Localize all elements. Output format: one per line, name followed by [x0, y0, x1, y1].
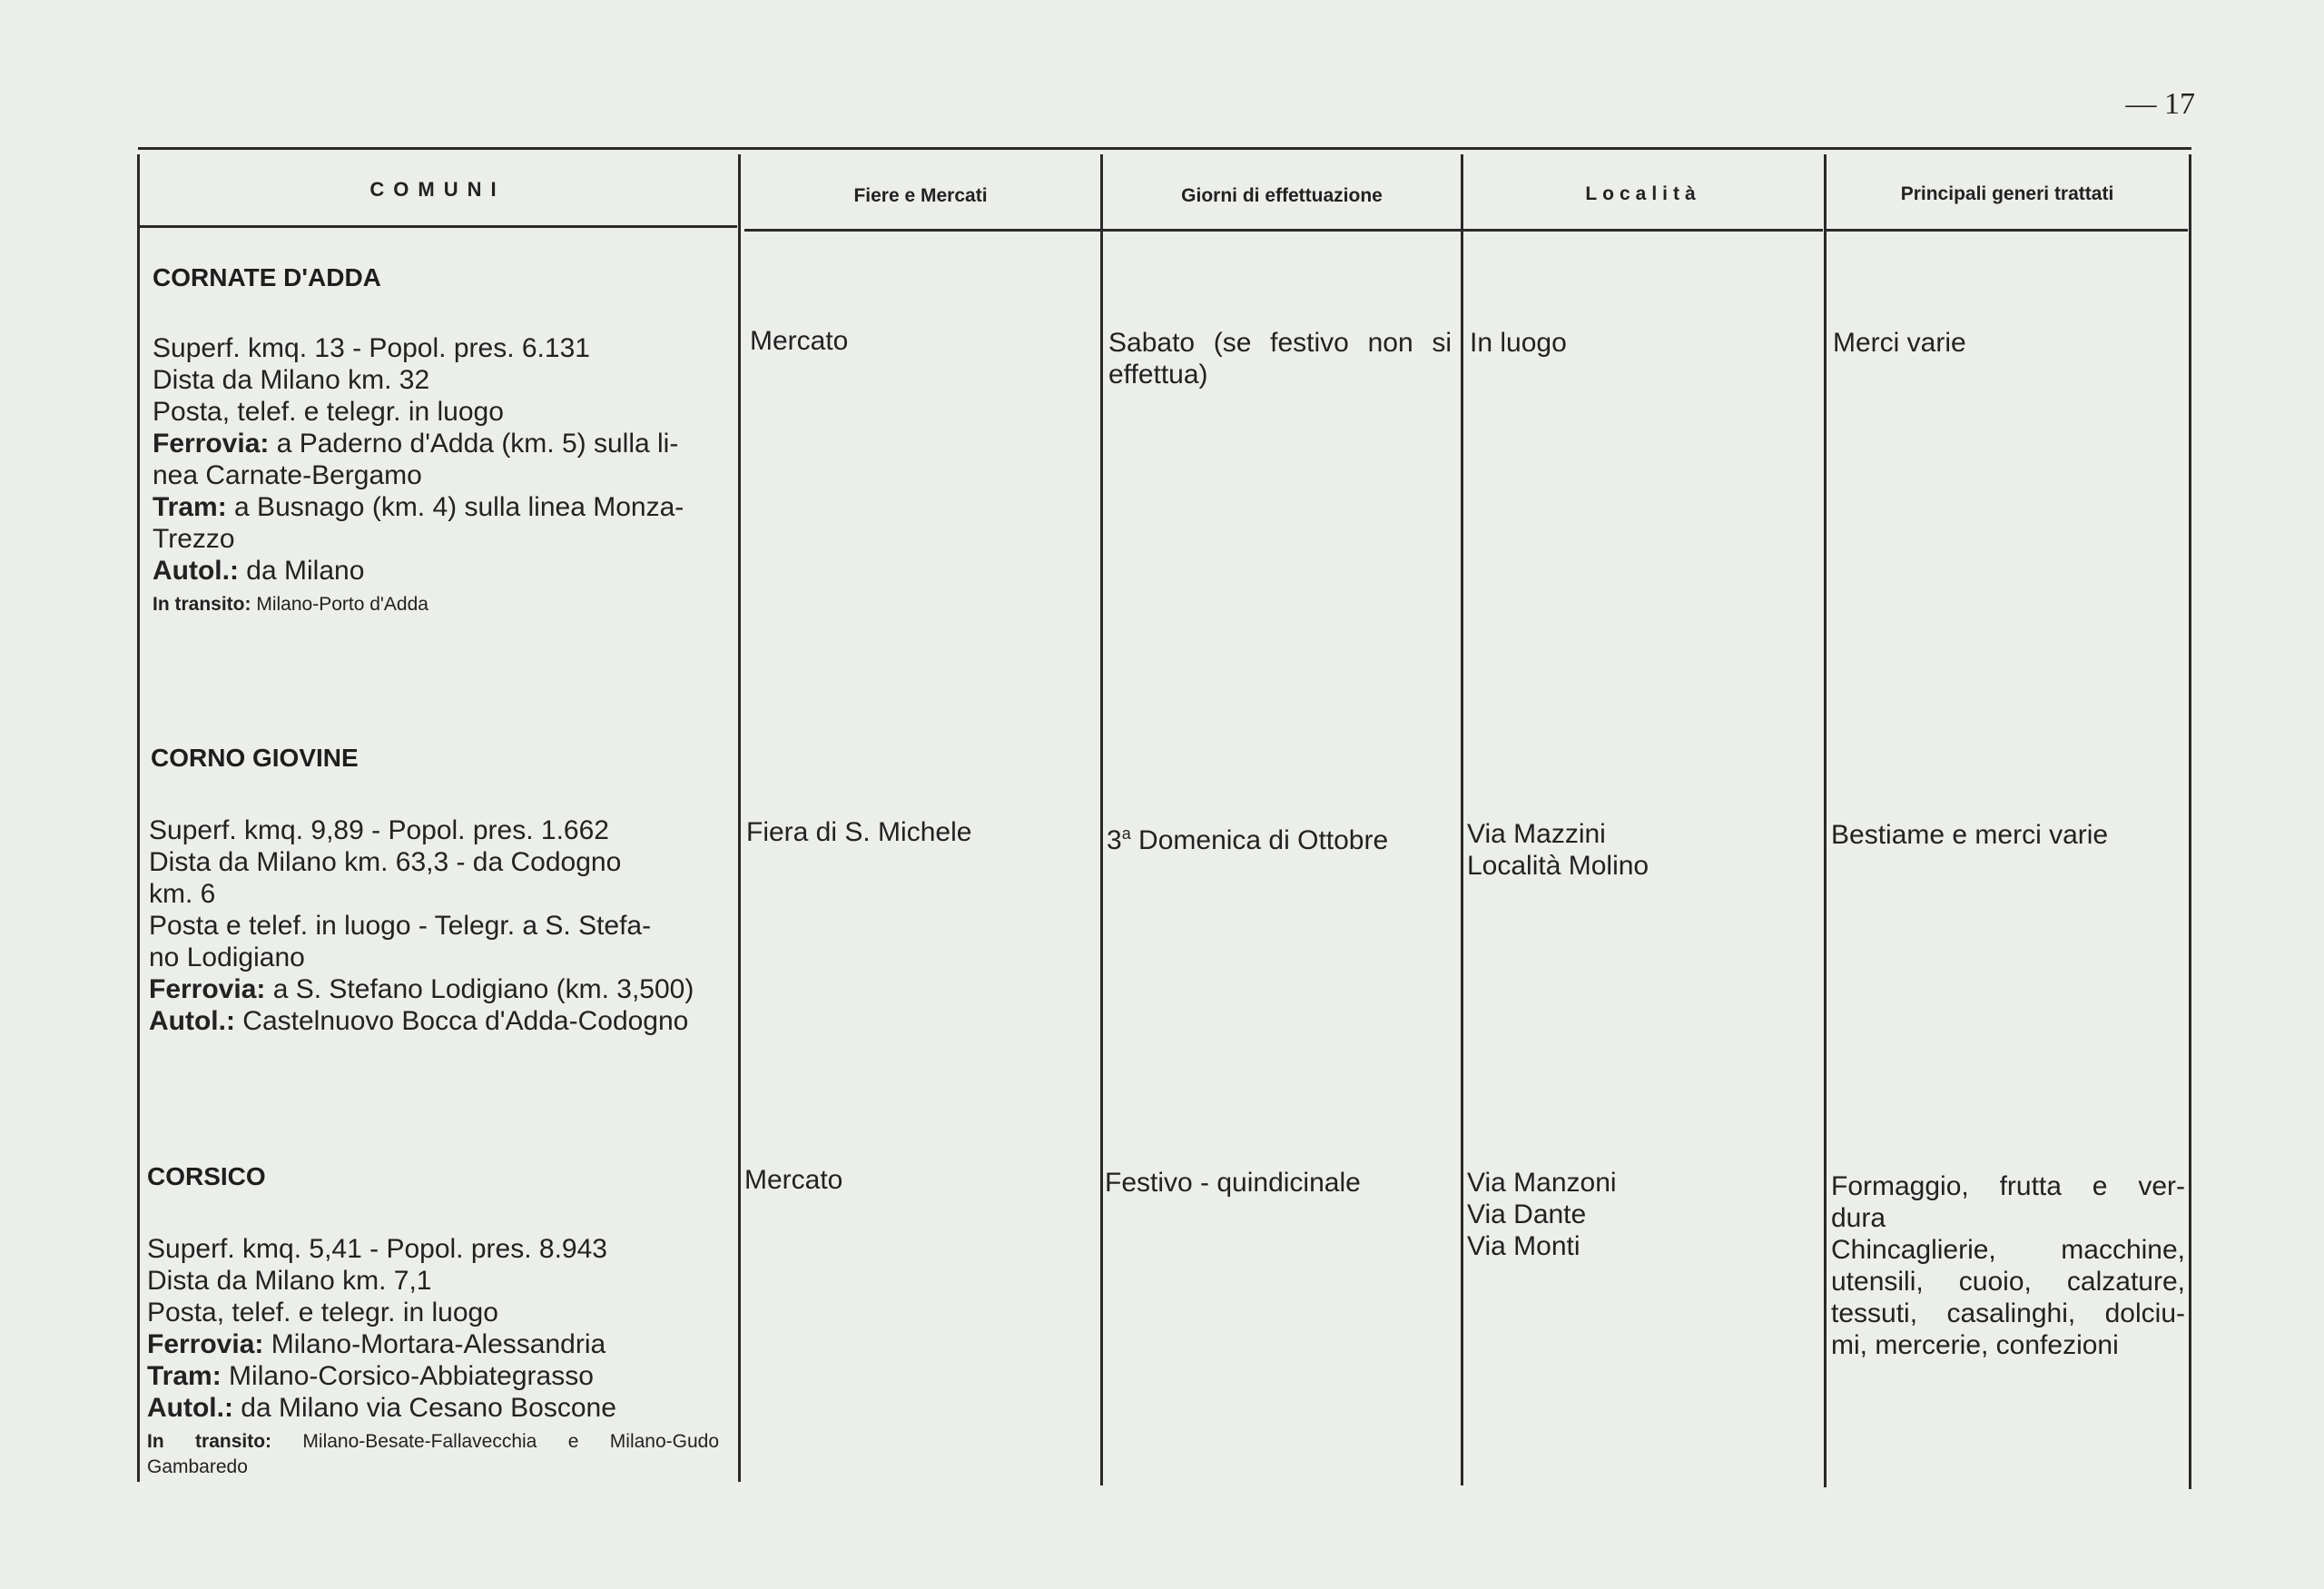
- giorni-line: [1107, 818, 1388, 856]
- autol-text: Castelnuovo Bocca d'Adda-Codogno: [234, 1006, 689, 1036]
- header-bottom-rule-localita: [1463, 229, 1823, 232]
- autol-text: da Milano: [238, 556, 365, 586]
- ferrovia-text: a S. Stefano Lodigiano (km. 3,500): [265, 974, 694, 1004]
- page-number: — 17: [2125, 87, 2195, 121]
- generi-line: Bestiame e merci varie: [1831, 820, 2109, 850]
- transito-text: Milano-Porto d'Adda: [251, 594, 428, 615]
- localita-cell: [1470, 327, 1567, 359]
- comune-details: [149, 814, 721, 1037]
- detail-line: Dista da Milano km. 63,3 - da Codogno: [149, 847, 622, 877]
- header-fiere-e-mercati: Fiere e Mercati: [853, 185, 988, 206]
- comune-name: CORNO GIOVINE: [151, 744, 359, 772]
- detail-line: km. 6: [149, 879, 216, 909]
- tram-line: [153, 491, 724, 523]
- header-comuni: COMUNI: [369, 178, 506, 201]
- detail-line: Superf. kmq. 5,41 - Popol. pres. 8.943: [147, 1234, 607, 1264]
- ferrovia-text: Milano-Mortara-Alessandria: [263, 1329, 606, 1359]
- giorni-cell: [1108, 327, 1452, 390]
- ferrovia-label: Ferrovia:: [153, 429, 270, 459]
- detail-line: Trezzo: [153, 524, 235, 554]
- transito-label: In transito:: [147, 1431, 272, 1452]
- autol-line: [153, 555, 724, 587]
- giorni-line: Festivo - quindicinale: [1105, 1168, 1361, 1198]
- generi-line: tessuti, casalinghi, dolciu-: [1831, 1298, 2185, 1328]
- localita-cell: [1467, 1167, 1617, 1262]
- header-bottom-rule-giorni: [1102, 229, 1462, 232]
- generi-cell: [1833, 327, 1966, 359]
- transito-text: Milano-Besate-Fallavecchia e Milano-Gudo Gambaredo: [147, 1431, 720, 1477]
- header-giorni-di-effettuazione: Giorni di effettuazione: [1181, 185, 1383, 206]
- header-principali-generi-trattati: Principali generi trattati: [1900, 183, 2114, 204]
- tram-text: a Busnago (km. 4) sulla linea Monza-: [226, 492, 684, 522]
- localita-cell: [1467, 818, 1649, 882]
- tram-text: Milano-Corsico-Abbiategrasso: [221, 1361, 594, 1391]
- fiere-cell: Mercato: [744, 1165, 843, 1195]
- comune-name: CORSICO: [147, 1162, 266, 1190]
- generi-line: mi, mercerie, confezioni: [1831, 1330, 2119, 1360]
- detail-line: Superf. kmq. 13 - Popol. pres. 6.131: [153, 333, 590, 363]
- column-rule-right: [2189, 154, 2191, 1489]
- localita-line: In luogo: [1470, 328, 1567, 358]
- giorni-cell: [1107, 818, 1388, 856]
- detail-line: Posta, telef. e telegr. in luogo: [153, 397, 504, 427]
- transito-line: [153, 592, 724, 617]
- ferrovia-line: [153, 428, 724, 459]
- detail-line: Posta e telef. in luogo - Telegr. a S. Stefa-: [149, 911, 652, 941]
- generi-line: Merci varie: [1833, 328, 1966, 358]
- column-rule-3: [1461, 154, 1463, 1485]
- transito-label: In transito:: [153, 594, 251, 615]
- comune-details: [147, 1233, 719, 1480]
- detail-line: no Lodigiano: [149, 943, 305, 972]
- fiere-cell: Mercato: [750, 326, 849, 356]
- localita-line: Via Manzoni: [1467, 1168, 1617, 1198]
- table-top-rule: [138, 147, 2191, 150]
- localita-line: Via Dante: [1467, 1199, 1587, 1229]
- header-bottom-rule-fiere: [744, 229, 1100, 232]
- header-localita: Località: [1585, 183, 1701, 204]
- detail-line: Posta, telef. e telegr. in luogo: [147, 1298, 498, 1327]
- ferrovia-line: [149, 973, 721, 1005]
- tram-line: [147, 1360, 719, 1392]
- ferrovia-label: Ferrovia:: [147, 1329, 264, 1359]
- generi-line: Chincaglierie, macchine,: [1831, 1235, 2185, 1265]
- generi-line: Formaggio, frutta e ver-: [1831, 1171, 2185, 1201]
- giorni-ordinal: 3: [1107, 825, 1122, 855]
- giorni-cell: [1105, 1167, 1361, 1199]
- fiere-cell: Fiera di S. Michele: [746, 817, 972, 847]
- detail-line: Superf. kmq. 9,89 - Popol. pres. 1.662: [149, 815, 609, 845]
- comune-name: CORNATE D'ADDA: [153, 263, 381, 291]
- ferrovia-text: a Paderno d'Adda (km. 5) sulla li-: [269, 429, 679, 459]
- giorni-ordinal-suffix: a: [1121, 824, 1131, 843]
- tram-label: Tram:: [147, 1361, 222, 1391]
- generi-line: dura: [1831, 1203, 1886, 1233]
- localita-line: Via Mazzini: [1467, 819, 1606, 849]
- ferrovia-line: [147, 1328, 719, 1360]
- localita-line: Via Monti: [1467, 1231, 1581, 1261]
- detail-line: Dista da Milano km. 32: [153, 365, 430, 395]
- column-rule-4: [1824, 154, 1827, 1487]
- detail-line: Dista da Milano km. 7,1: [147, 1266, 432, 1296]
- comune-details: [153, 332, 724, 617]
- generi-cell: [1831, 1170, 2185, 1361]
- column-rule-left: [137, 154, 140, 1482]
- header-bottom-rule-generi: [1825, 229, 2188, 232]
- giorni-line: Sabato (se festivo non si: [1108, 328, 1452, 358]
- giorni-line: effettua): [1108, 360, 1208, 390]
- autol-text: da Milano via Cesano Boscone: [232, 1393, 616, 1423]
- autol-line: [149, 1005, 721, 1037]
- autol-label: Autol.:: [147, 1393, 233, 1423]
- ferrovia-label: Ferrovia:: [149, 974, 266, 1004]
- generi-line: utensili, cuoio, calzature,: [1831, 1267, 2185, 1297]
- column-rule-2: [1100, 154, 1103, 1485]
- detail-line: nea Carnate-Bergamo: [153, 460, 422, 490]
- autol-label: Autol.:: [153, 556, 239, 586]
- autol-line: [147, 1392, 719, 1424]
- transito-line: [147, 1429, 719, 1480]
- header-bottom-rule-comuni: [138, 225, 737, 228]
- autol-label: Autol.:: [149, 1006, 235, 1036]
- column-rule-1: [738, 154, 741, 1482]
- generi-cell: [1831, 819, 2108, 851]
- giorni-text: Domenica di Ottobre: [1130, 825, 1389, 855]
- tram-label: Tram:: [153, 492, 227, 522]
- localita-line: Località Molino: [1467, 851, 1649, 881]
